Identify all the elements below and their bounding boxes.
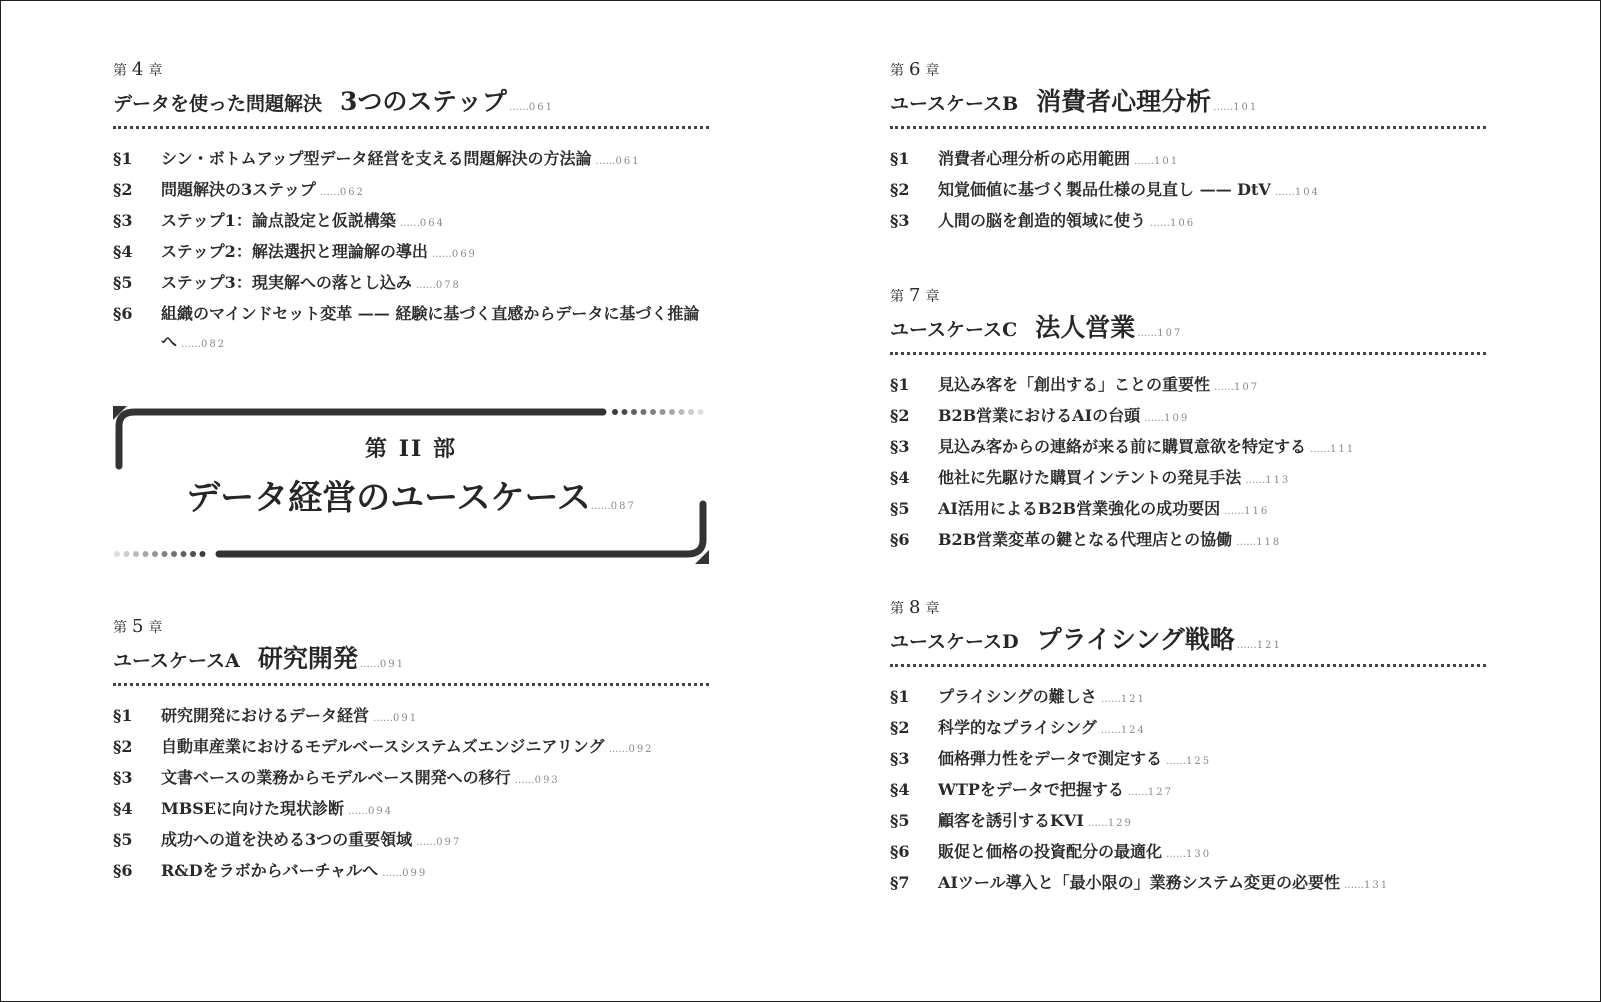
section-mark: §6 <box>113 304 133 323</box>
chapter-title-row <box>890 310 1486 346</box>
section-item[interactable] <box>890 464 1486 495</box>
section-title: シン・ボトムアップ型データ経営を支える問題解決の方法論 <box>161 149 592 168</box>
section-mark: §3 <box>890 437 910 456</box>
chapter-title-row <box>113 641 709 677</box>
section-mark: §5 <box>113 273 133 292</box>
section-page-number: …… 099 <box>382 868 427 879</box>
chapter-subtitle: ユースケースC <box>890 319 1018 341</box>
section-mark: §1 <box>113 149 133 168</box>
section-list <box>113 702 709 888</box>
chapter-6 <box>890 60 1486 238</box>
section-title: 顧客を誘引するKVI <box>938 811 1084 830</box>
section-item[interactable] <box>113 207 709 238</box>
section-page-number: …… 062 <box>320 187 365 198</box>
section-title: 問題解決の3ステップ <box>161 180 316 199</box>
section-title: AI活用によるB2B営業強化の成功要因 <box>938 499 1221 518</box>
section-mark: §5 <box>890 499 910 518</box>
chapter-title[interactable]: 法人営業 <box>1035 313 1136 342</box>
section-page-number: …… 082 <box>181 339 226 350</box>
section-title: R&Dをラボからバーチャルへ <box>161 861 379 880</box>
section-page-number: …… 104 <box>1275 187 1320 198</box>
section-page-number: …… 097 <box>416 837 461 848</box>
section-page-number: …… 127 <box>1128 787 1173 798</box>
chapter-title[interactable]: 研究開発 <box>257 644 358 673</box>
section-page-number: …… 061 <box>595 156 640 167</box>
section-item[interactable] <box>113 733 709 764</box>
part-title[interactable]: データ経営のユースケース <box>186 478 591 518</box>
section-page-number: …… 130 <box>1166 849 1211 860</box>
section-title: 他社に先駆けた購買インテントの発見手法 <box>938 468 1242 487</box>
section-page-number: …… 111 <box>1310 444 1355 455</box>
section-mark: §4 <box>113 799 133 818</box>
section-item[interactable] <box>890 683 1486 714</box>
section-mark: §4 <box>113 242 133 261</box>
section-title: 消費者心理分析の応用範囲 <box>938 149 1131 168</box>
chapter-title-row <box>890 622 1486 658</box>
chapter-label-prefix: 第 <box>113 620 128 636</box>
section-mark: §3 <box>113 211 133 230</box>
section-page-number: …… 116 <box>1224 506 1269 517</box>
section-item[interactable] <box>890 145 1486 176</box>
chapter-page-number: …… 091 <box>360 659 405 670</box>
section-mark: §1 <box>890 687 910 706</box>
chapter-label-suffix: 章 <box>925 601 941 617</box>
chapter-number: 5 <box>132 616 145 637</box>
section-mark: §4 <box>890 780 910 799</box>
chapter-label-suffix: 章 <box>148 620 164 636</box>
chapter-number: 7 <box>909 285 922 306</box>
section-mark: §2 <box>113 737 133 756</box>
section-mark: §7 <box>890 873 910 892</box>
section-page-number: …… 118 <box>1236 537 1281 548</box>
section-title: B2B営業におけるAIの台頭 <box>938 406 1141 425</box>
section-mark: §2 <box>890 180 910 199</box>
section-page-number: …… 106 <box>1150 218 1195 229</box>
section-item[interactable] <box>113 826 709 857</box>
section-list <box>890 371 1486 557</box>
chapter-label <box>890 598 1486 618</box>
section-item[interactable] <box>890 433 1486 464</box>
section-page-number: …… 093 <box>515 775 560 786</box>
section-title: 文書ベースの業務からモデルベース開発への移行 <box>161 768 511 787</box>
section-item[interactable] <box>113 764 709 795</box>
section-page-number: …… 113 <box>1245 475 1290 486</box>
section-item[interactable] <box>890 495 1486 526</box>
section-title: 販促と価格の投資配分の最適化 <box>938 842 1163 861</box>
section-mark: §4 <box>890 468 910 487</box>
chapter-label <box>890 286 1486 306</box>
section-mark: §3 <box>113 768 133 787</box>
dotted-divider <box>113 126 709 129</box>
part-page-number: …… 087 <box>591 501 636 512</box>
chapter-8 <box>890 598 1486 900</box>
section-title: ステップ2：解法選択と理論解の導出 <box>161 242 428 261</box>
section-title: 見込み客を「創出する」ことの重要性 <box>938 375 1211 394</box>
section-page-number: …… 094 <box>348 806 393 817</box>
chapter-label-suffix: 章 <box>148 63 164 79</box>
section-mark: §6 <box>113 861 133 880</box>
section-mark: §5 <box>113 830 133 849</box>
section-item[interactable] <box>113 702 709 733</box>
dotted-divider <box>890 352 1486 355</box>
chapter-label-prefix: 第 <box>890 289 905 305</box>
chapter-label-suffix: 章 <box>925 63 941 79</box>
section-page-number: …… 092 <box>608 744 653 755</box>
chapter-page-number: …… 107 <box>1137 328 1182 339</box>
dotted-divider <box>113 683 709 686</box>
chapter-label <box>890 60 1486 80</box>
section-page-number: …… 078 <box>416 280 461 291</box>
section-mark: §3 <box>890 211 910 230</box>
section-mark: §1 <box>890 149 910 168</box>
part-title-row <box>113 470 709 519</box>
section-item[interactable] <box>890 402 1486 433</box>
section-page-number: …… 125 <box>1166 756 1211 767</box>
section-item[interactable] <box>890 371 1486 402</box>
section-item[interactable] <box>113 238 709 269</box>
section-mark: §1 <box>890 375 910 394</box>
chapter-page-number: …… 121 <box>1237 640 1282 651</box>
chapter-number: 6 <box>909 59 922 80</box>
section-item[interactable] <box>890 838 1486 869</box>
part-2-heading <box>113 400 709 570</box>
section-item[interactable] <box>113 176 709 207</box>
section-page-number: …… 121 <box>1101 694 1146 705</box>
section-page-number: …… 109 <box>1144 413 1189 424</box>
chapter-page-number: …… 061 <box>509 102 554 113</box>
section-mark: §6 <box>890 530 910 549</box>
section-title: 科学的なプライシング <box>938 718 1097 737</box>
section-item[interactable] <box>113 857 709 888</box>
section-page-number: …… 131 <box>1344 880 1389 891</box>
section-title: ステップ1：論点設定と仮説構築 <box>161 211 396 230</box>
section-title: 人間の脳を創造的領域に使う <box>938 211 1147 230</box>
section-title: プライシングの難しさ <box>938 687 1097 706</box>
section-title: 研究開発におけるデータ経営 <box>161 706 370 725</box>
chapter-4 <box>113 60 709 359</box>
chapter-subtitle: ユースケースA <box>113 650 240 672</box>
chapter-label-prefix: 第 <box>890 63 905 79</box>
section-title: 組織のマインドセット変革 —— 経験に基づく直感からデータに基づく推論へ <box>161 304 700 351</box>
section-title: B2B営業変革の鍵となる代理店との協働 <box>938 530 1233 549</box>
section-list <box>890 683 1486 900</box>
section-item[interactable] <box>890 526 1486 557</box>
chapter-page-number: …… 101 <box>1213 102 1258 113</box>
chapter-subtitle: データを使った問題解決 <box>113 93 323 115</box>
chapter-title[interactable]: プライシング戦略 <box>1036 625 1235 654</box>
chapter-title-row <box>890 84 1486 120</box>
section-page-number: …… 069 <box>432 249 477 260</box>
chapter-number: 8 <box>909 597 922 618</box>
section-item[interactable] <box>890 714 1486 745</box>
chapter-label <box>113 60 709 80</box>
section-page-number: …… 107 <box>1214 382 1259 393</box>
section-item[interactable] <box>113 269 709 300</box>
part-label: 第 II 部 <box>365 436 457 462</box>
section-item[interactable] <box>113 795 709 826</box>
section-item[interactable] <box>113 145 709 176</box>
chapter-5 <box>113 617 709 888</box>
section-title: AIツール導入と「最小限の」業務システム変更の必要性 <box>938 873 1340 892</box>
section-page-number: …… 101 <box>1134 156 1179 167</box>
section-mark: §5 <box>890 811 910 830</box>
section-mark: §2 <box>890 406 910 425</box>
dotted-divider <box>890 664 1486 667</box>
chapter-label-prefix: 第 <box>113 63 128 79</box>
section-mark: §2 <box>890 718 910 737</box>
chapter-title[interactable]: 消費者心理分析 <box>1036 87 1212 116</box>
chapter-label <box>113 617 709 637</box>
section-mark: §3 <box>890 749 910 768</box>
section-mark: §6 <box>890 842 910 861</box>
chapter-subtitle: ユースケースB <box>890 93 1019 115</box>
section-item[interactable] <box>890 745 1486 776</box>
section-title: 成功への道を決める3つの重要領域 <box>161 830 413 849</box>
section-page-number: …… 129 <box>1088 818 1133 829</box>
chapter-label-suffix: 章 <box>925 289 941 305</box>
section-title: MBSEに向けた現状診断 <box>161 799 344 818</box>
section-title: ステップ3：現実解への落とし込み <box>161 273 412 292</box>
chapter-subtitle: ユースケースD <box>890 631 1019 653</box>
chapter-7 <box>890 286 1486 557</box>
section-title: WTPをデータで把握する <box>938 780 1124 799</box>
chapter-label-prefix: 第 <box>890 601 905 617</box>
section-list <box>890 145 1486 238</box>
section-mark: §1 <box>113 706 133 725</box>
section-item[interactable] <box>890 207 1486 238</box>
chapter-title[interactable]: 3つのステップ <box>340 87 507 116</box>
section-item[interactable] <box>890 776 1486 807</box>
section-item[interactable] <box>890 176 1486 207</box>
chapter-title-row <box>113 84 709 120</box>
section-item[interactable] <box>890 807 1486 838</box>
section-item[interactable] <box>113 300 709 359</box>
dotted-divider <box>890 126 1486 129</box>
section-list <box>113 145 709 359</box>
chapter-number: 4 <box>132 59 145 80</box>
section-mark: §2 <box>113 180 133 199</box>
section-item[interactable] <box>890 869 1486 900</box>
section-page-number: …… 091 <box>373 713 418 724</box>
section-title: 知覚価値に基づく製品仕様の見直し —— DtV <box>938 180 1271 199</box>
section-page-number: …… 124 <box>1101 725 1146 736</box>
section-title: 見込み客からの連絡が来る前に購買意欲を特定する <box>938 437 1307 456</box>
section-title: 価格弾力性をデータで測定する <box>938 749 1163 768</box>
section-page-number: …… 064 <box>400 218 445 229</box>
section-title: 自動車産業におけるモデルベースシステムズエンジニアリング <box>161 737 605 756</box>
